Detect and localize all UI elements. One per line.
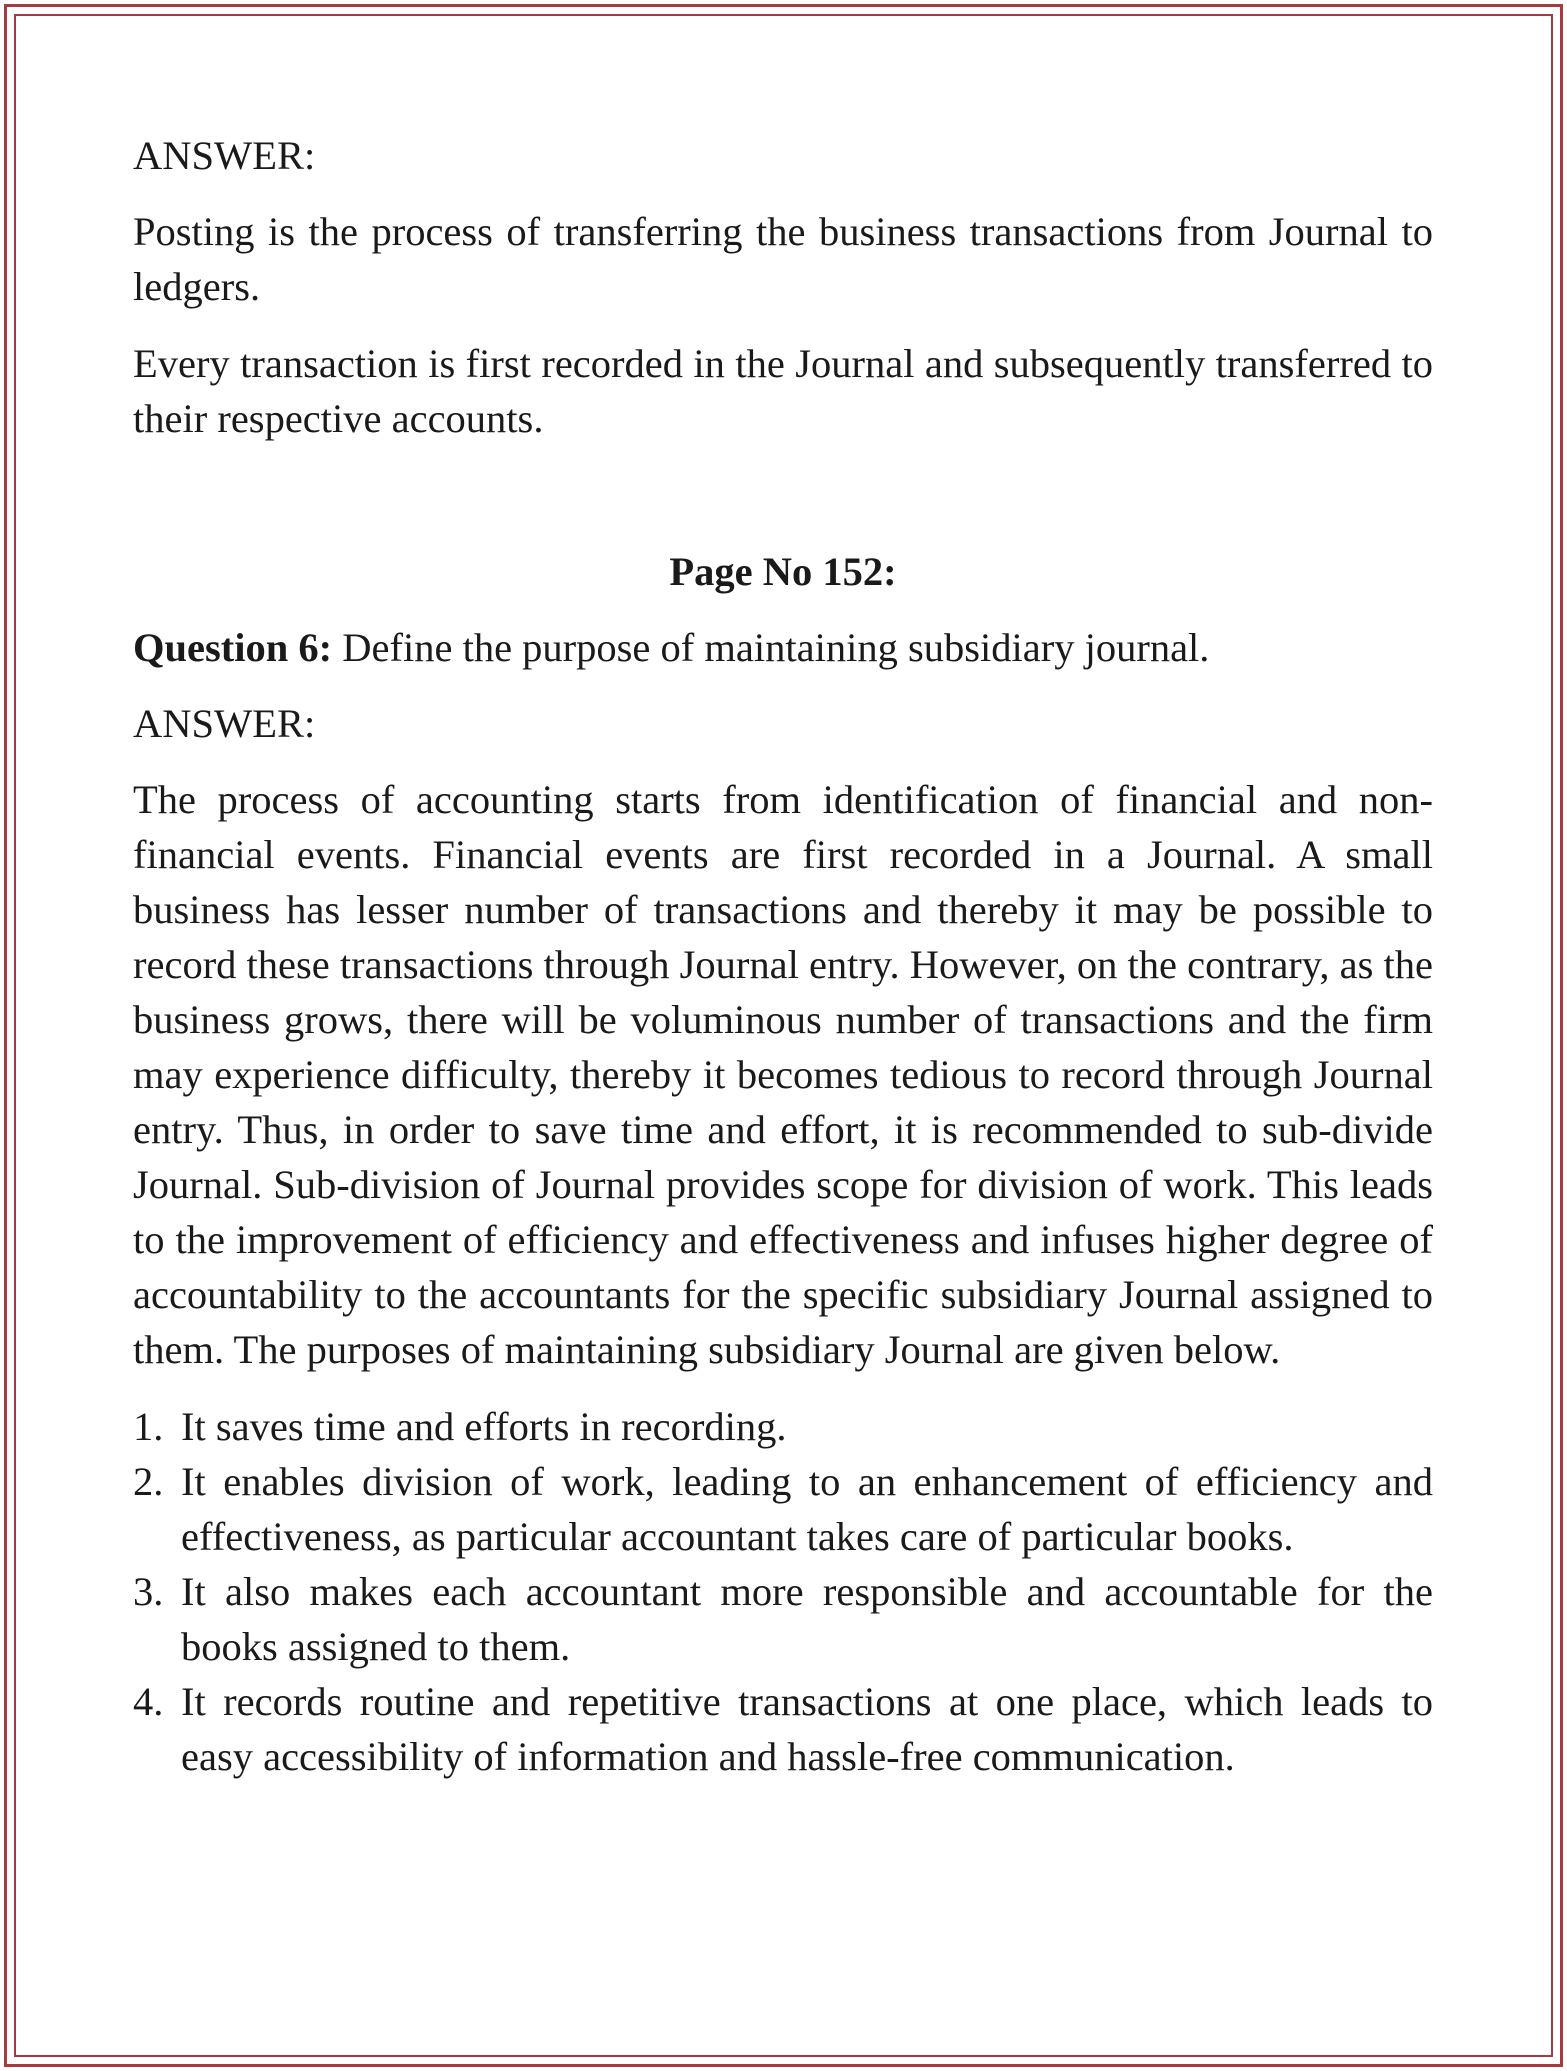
question-label: Question 6: xyxy=(133,625,333,670)
list-item xyxy=(133,1399,1433,1454)
answer-label: ANSWER: xyxy=(133,701,316,746)
list-item-number: 3. xyxy=(133,1569,164,1614)
purpose-list xyxy=(133,1399,1433,1784)
question xyxy=(133,620,1433,675)
answer-paragraph: Posting is the process of transferring the business transactions from Journal to ledgers. xyxy=(133,209,1433,309)
list-item-number: 1. xyxy=(133,1404,164,1449)
document-body xyxy=(133,128,1433,1784)
list-item-text: It enables division of work, leading to an enhancement of efficiency and effectiveness, as particular accountant takes care of particular books. xyxy=(181,1459,1433,1559)
answer-paragraph: The process of accounting starts from identification of financial and non-financial events. Financial events are first recorded in a Journal. A small business has lesser number of transactions and thereby it may be possible to record these transactions through Journal entry. However, on the contrary, as the business grows, there will be voluminous number of transactions and the firm may experience difficulty, thereby it becomes tedious to record through Journal entry. Thus, in order to save time and effort, it is recommended to sub-divide Journal. Sub-division of Journal provides scope for division of work. This leads to the improvement of efficiency and effectiveness and infuses higher degree of accountability to the accountants for the specific subsidiary Journal assigned to them. The purposes of maintaining subsidiary Journal are given below. xyxy=(133,777,1433,1372)
list-item-number: 4. xyxy=(133,1679,164,1724)
list-item xyxy=(133,1454,1433,1564)
list-item-text: It saves time and efforts in recording. xyxy=(181,1404,787,1449)
question-text: Define the purpose of maintaining subsidiary journal. xyxy=(332,625,1210,670)
answer-label: ANSWER: xyxy=(133,133,316,178)
page-heading: Page No 152: xyxy=(669,549,897,594)
list-item-text: It also makes each accountant more responsible and accountable for the books assigned to them. xyxy=(181,1569,1433,1669)
list-item xyxy=(133,1564,1433,1674)
list-item-text: It records routine and repetitive transactions at one place, which leads to easy accessibility of information and hassle-free communication. xyxy=(181,1679,1433,1779)
list-item-number: 2. xyxy=(133,1459,164,1504)
list-item xyxy=(133,1674,1433,1784)
answer-paragraph: Every transaction is first recorded in the Journal and subsequently transferred to their respective accounts. xyxy=(133,341,1433,441)
